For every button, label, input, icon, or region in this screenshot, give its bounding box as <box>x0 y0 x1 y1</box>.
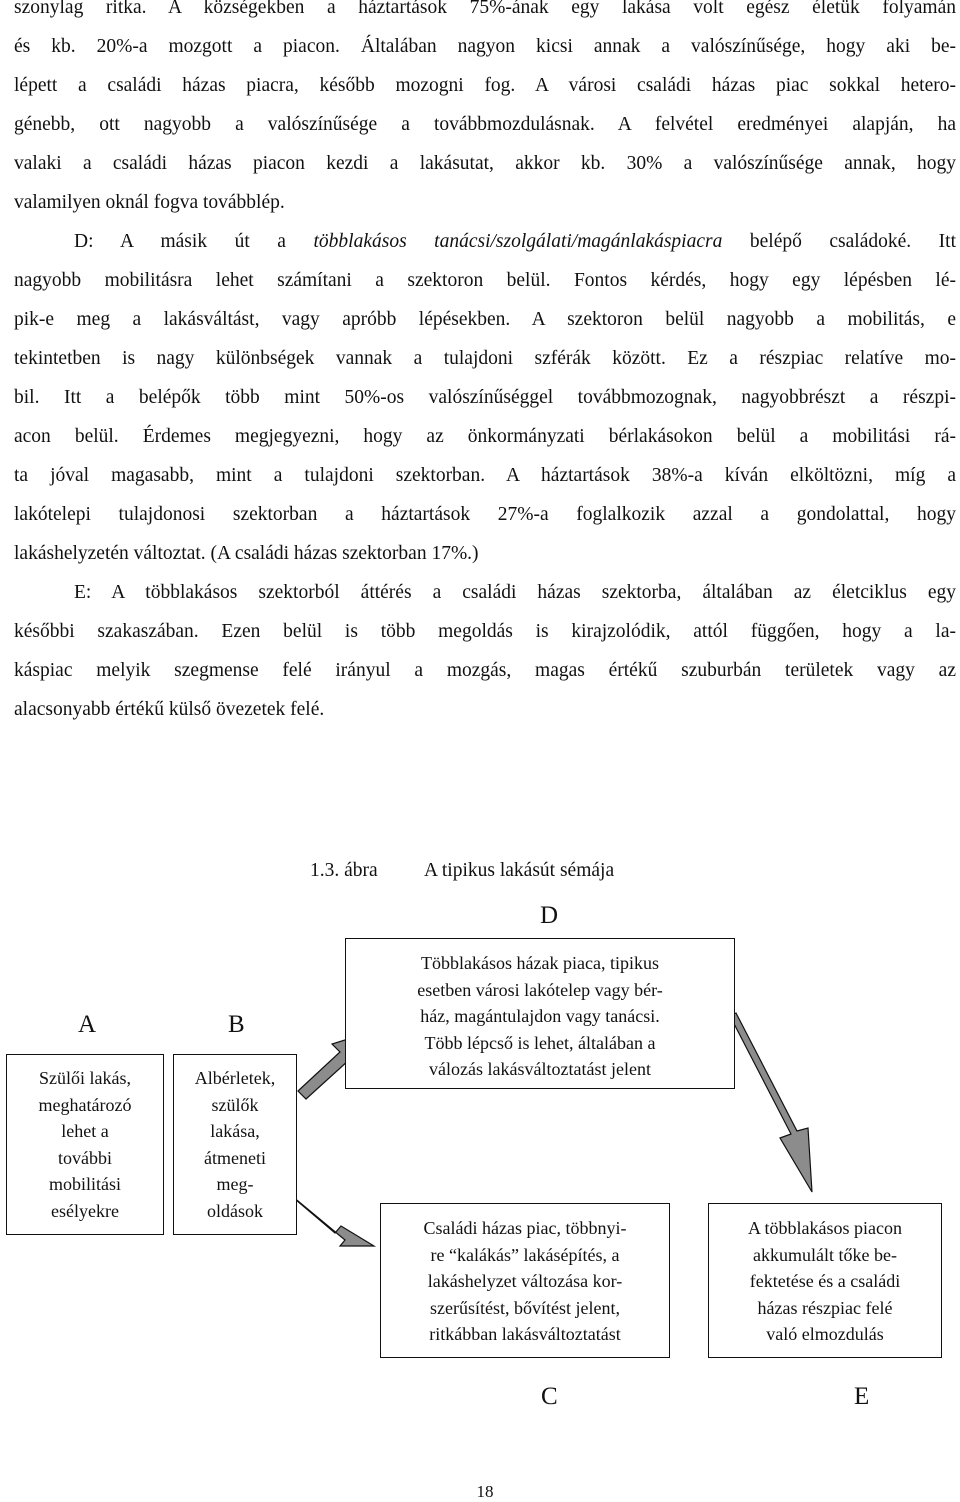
text-line: későbbi szakaszában. Ezen belül is több megoldás is kirajzolódik, attól függően, hogy a la- <box>14 621 956 642</box>
box-a-text: Szülői lakás, meghatározó lehet a további mobilitási esélyekre <box>38 1068 132 1221</box>
text-line: lakáshelyzetén változtat. (A családi házas szektorban 17%.) <box>14 543 479 564</box>
paragraph-e-first-line: E: A többlakásos szektorból áttérés a családi házas szektorba, általában az életciklus egy <box>74 582 956 603</box>
text-line: valamilyen oknál fogva továbblép. <box>14 192 285 213</box>
box-d-text: Többlakásos házak piaca, tipikus esetben városi lakótelep vagy bér- ház, magántulajdon vagy tanácsi. Több lépcső is lehet, általában a válozás lakásváltoztatást jelent <box>417 953 663 1079</box>
text-line: valaki a családi házas piacon kezdi a lakásutat, akkor kb. 30% a valószínűsége annak, hogy <box>14 153 956 174</box>
text-line: pik-e meg a lakásváltást, vagy apróbb lépésekben. A szektoron belül nagyobb a mobilitás, e <box>14 309 956 330</box>
text-line: génebb, ott nagyobb a valószínűsége a továbbmozdulásnak. A felvétel eredményei alapján, ha <box>14 114 956 135</box>
paragraph-d-first-line: D: A másik út a többlakásos tanácsi/szolgálati/magánlakáspiacra belépő családoké. Itt <box>74 231 957 252</box>
arrow-b-to-c <box>289 1194 374 1246</box>
letter-a: A <box>78 1011 97 1038</box>
page-number: 18 <box>476 1482 494 1501</box>
box-b-text: Albérletek, szülők lakása, átmeneti meg- oldások <box>194 1068 276 1221</box>
text-line: káspiac melyik szegmense felé irányul a mozgás, magas értékű szuburbán területek vagy az <box>14 660 956 681</box>
text-line: lépett a családi házas piacra, később mozogni fog. A városi családi házas piac sokkal hetero- <box>14 75 956 96</box>
letter-b: B <box>228 1011 245 1038</box>
text-line: tekintetben is nagy különbségek vannak a tulajdoni szférák között. Ez a részpiac relatíve mo- <box>14 348 956 369</box>
figure-title: A tipikus lakásút sémája <box>424 860 615 881</box>
text-line: ta jóval magasabb, mint a tulajdoni szektorban. A háztartások 38%-a kíván elköltözni, míg a <box>14 465 956 486</box>
text-line: alacsonyabb értékű külső övezetek felé. <box>14 699 325 720</box>
text-line: nagyobb mobilitásra lehet számítani a szektoron belül. Fontos kérdés, hogy egy lépésben lé- <box>14 270 956 291</box>
figure-number: 1.3. ábra <box>310 860 378 881</box>
text-line: acon belül. Érdemes megjegyezni, hogy az önkormányzati bérlakásokon belül a mobilitási rá- <box>14 426 956 447</box>
letter-c: C <box>541 1383 558 1410</box>
box-c-text: Családi házas piac, többnyi- re “kalákás” lakásépítés, a lakáshelyzet változása kor- szerűsítést, bővítést jelent, ritkábban lakásváltoztatást <box>423 1218 627 1344</box>
text-line: szonylag ritka. A községekben a háztartások 75%-ának egy lakása volt egész életük folyamán <box>14 0 956 18</box>
text-line: lakótelepi tulajdonosi szektorban a háztartások 27%-a foglalkozik azzal a gondolattal, hogy <box>14 504 956 525</box>
letter-d: D <box>540 902 559 929</box>
arrow-d-to-e <box>730 1013 812 1192</box>
letter-e: E <box>854 1383 870 1410</box>
text-line: és kb. 20%-a mozgott a piacon. Általában nagyon kicsi annak a valószínűsége, hogy aki be- <box>14 36 956 57</box>
text-line: bil. Itt a belépők több mint 50%-os valószínűséggel továbbmozognak, nagyobbrészt a részpi- <box>14 387 956 408</box>
box-e-text: A többlakásos piacon akkumulált tőke be- fektetése és a családi házas részpiac felé való elmozdulás <box>748 1218 902 1344</box>
